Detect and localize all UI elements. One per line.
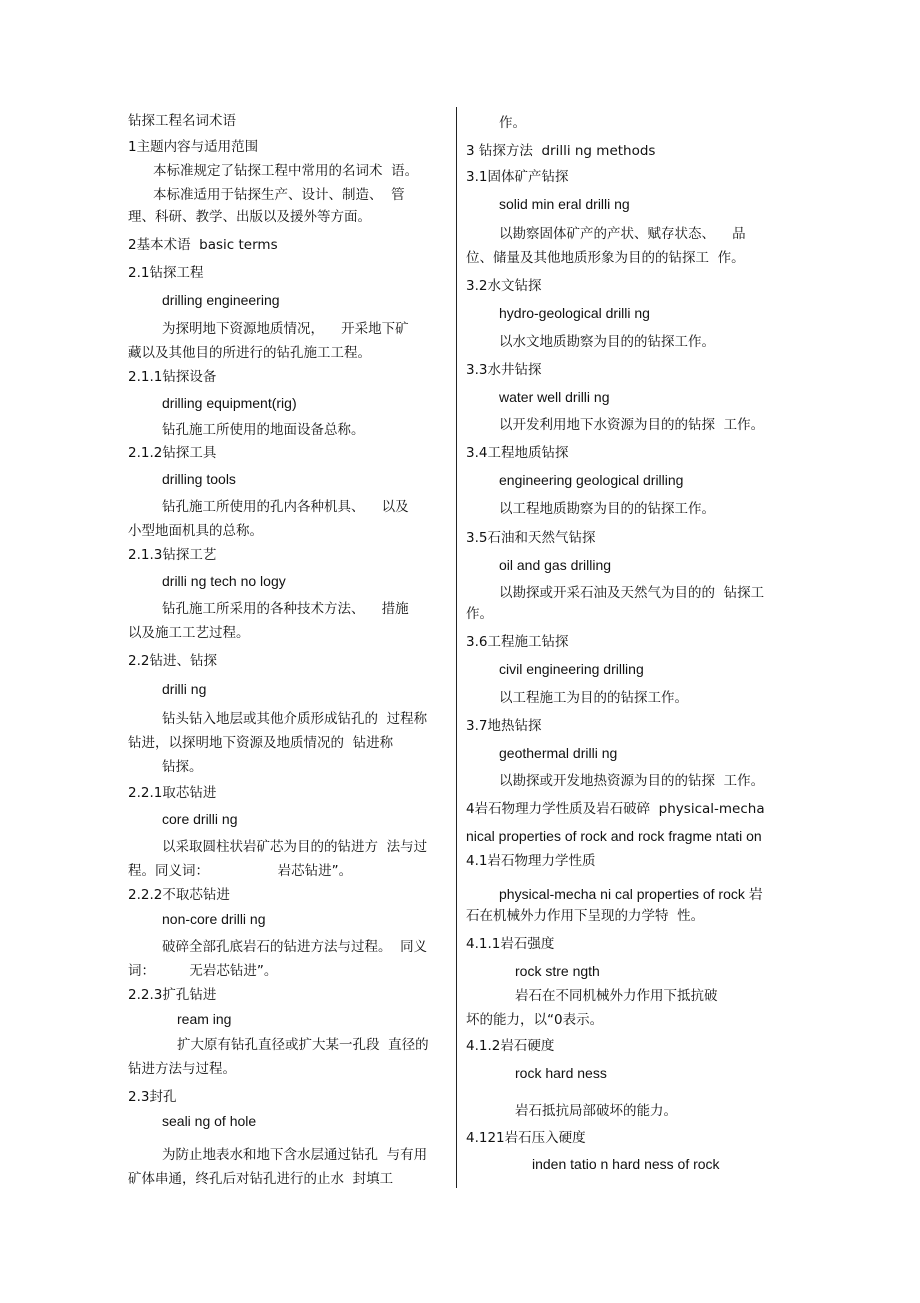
body-text: 以勘察固体矿产的产状、赋存状态、 品 xyxy=(499,226,746,242)
english-term: drilli ng tech no logy xyxy=(162,573,286,589)
english-term: civil engineering drilling xyxy=(499,661,644,677)
english-term: seali ng of hole xyxy=(162,1113,257,1129)
body-text: 程。同义词： 岩芯钻进”。 xyxy=(128,863,353,879)
body-text: 以勘探或开采石油及天然气为目的的 钻探工 xyxy=(499,585,765,601)
body-text: 钻进方法与过程。 xyxy=(128,1061,236,1077)
english-term: core drilli ng xyxy=(162,811,238,827)
english-term: physical-mecha ni cal properties of rock 岩 xyxy=(499,886,763,902)
english-term: drilling equipment(rig) xyxy=(162,395,297,411)
body-text: 钻孔施工所使用的孔内各种机具、 以及 xyxy=(162,499,409,515)
section-heading: 3.5石油和天然气钻探 xyxy=(466,530,596,546)
section-heading: 4.1岩石物理力学性质 xyxy=(466,853,596,869)
body-text: 矿体串通，终孔后对钻孔进行的止水 封填工 xyxy=(128,1171,394,1187)
section-heading: 2.2钻进、钻探 xyxy=(128,653,217,669)
body-text: 词： 无岩芯钻进”。 xyxy=(128,963,278,979)
section-heading: 3 钻探方法 drilli ng methods xyxy=(466,143,656,159)
body-text: 理、科研、教学、出版以及援外等方面。 xyxy=(128,209,371,225)
english-term: drilli ng xyxy=(162,681,207,697)
body-text: 本标准适用于钻探生产、设计、制造、 管 xyxy=(153,187,405,203)
section-heading: 4.1.2岩石硬度 xyxy=(466,1038,555,1054)
body-text: 钻头钻入地层或其他介质形成钻孔的 过程称 xyxy=(162,711,428,727)
body-text: 小型地面机具的总称。 xyxy=(128,523,263,539)
section-heading: 3.3水井钻探 xyxy=(466,362,542,378)
section-heading: 2.1钻探工程 xyxy=(128,265,204,281)
section-heading: 2.1.1钻探设备 xyxy=(128,369,217,385)
body-text: 为探明地下资源地质情况， 开采地下矿 xyxy=(162,321,409,337)
section-heading: 3.4工程地质钻探 xyxy=(466,445,569,461)
section-heading: 3.7地热钻探 xyxy=(466,718,542,734)
english-term: drilling tools xyxy=(162,471,236,487)
english-term: water well drilli ng xyxy=(499,389,610,405)
body-text: 以及施工工艺过程。 xyxy=(128,625,250,641)
section-heading: 3.2水文钻探 xyxy=(466,278,542,294)
english-term: oil and gas drilling xyxy=(499,557,612,573)
section-heading: 3.6工程施工钻探 xyxy=(466,634,569,650)
english-term: non-core drilli ng xyxy=(162,911,266,927)
section-heading: 2.2.2不取芯钻进 xyxy=(128,887,230,903)
body-text: 以水文地质勘察为目的的钻探工作。 xyxy=(499,334,715,350)
body-text: 以工程地质勘察为目的的钻探工作。 xyxy=(499,501,715,517)
document-title: 钻探工程名词术语 xyxy=(128,113,236,129)
english-term: rock hard ness xyxy=(515,1065,607,1081)
section-heading: 2.2.3扩孔钻进 xyxy=(128,987,217,1003)
english-term: hydro-geological drilli ng xyxy=(499,305,650,321)
body-text: 藏以及其他目的所进行的钻孔施工工程。 xyxy=(128,345,371,361)
body-text: 钻孔施工所采用的各种技术方法、 措施 xyxy=(162,601,409,617)
section-heading: 4.1.1岩石强度 xyxy=(466,936,555,952)
body-text: 作。 xyxy=(499,115,526,131)
section-heading: 1主题内容与适用范围 xyxy=(128,139,259,155)
english-term: geothermal drilli ng xyxy=(499,745,618,761)
column-divider xyxy=(456,107,457,1188)
english-term: nical properties of rock and rock fragme ntati on xyxy=(466,828,762,844)
body-text: 扩大原有钻孔直径或扩大某一孔段 直径的 xyxy=(177,1037,429,1053)
section-heading: 2.3封孔 xyxy=(128,1089,177,1105)
body-text: 以工程施工为目的的钻探工作。 xyxy=(499,690,688,706)
section-heading: 4岩石物理力学性质及岩石破碎 physical-mecha xyxy=(466,801,765,817)
section-heading: 2.2.1取芯钻进 xyxy=(128,785,217,801)
body-text: 本标准规定了钻探工程中常用的名词术 语。 xyxy=(153,163,419,179)
body-text: 坏的能力，以“0表示。 xyxy=(466,1012,604,1028)
english-term: rock stre ngth xyxy=(515,963,600,979)
section-heading: 2.1.3钻探工艺 xyxy=(128,547,217,563)
english-term: drilling engineering xyxy=(162,292,280,308)
body-text: 位、储量及其他地质形象为目的的钻探工 作。 xyxy=(466,250,745,266)
body-text: 以勘探或开发地热资源为目的的钻探 工作。 xyxy=(499,773,765,789)
body-text: 岩石抵抗局部破坏的能力。 xyxy=(515,1103,677,1119)
english-term: inden tatio n hard ness of rock xyxy=(532,1156,720,1172)
body-text: 钻孔施工所使用的地面设备总称。 xyxy=(162,422,365,438)
english-term: solid min eral drilli ng xyxy=(499,196,630,212)
english-term: ream ing xyxy=(177,1011,232,1027)
section-heading: 2.1.2钻探工具 xyxy=(128,445,217,461)
body-text: 作。 xyxy=(466,606,493,622)
body-text: 以开发利用地下水资源为目的的钻探 工作。 xyxy=(499,417,765,433)
section-heading: 4.121岩石压入硬度 xyxy=(466,1130,586,1146)
section-heading: 3.1固体矿产钻探 xyxy=(466,169,569,185)
body-text: 破碎全部孔底岩石的钻进方法与过程。 同义 xyxy=(162,939,428,955)
body-text: 钻进，以探明地下资源及地质情况的 钻进称 xyxy=(128,735,394,751)
body-text: 以采取圆柱状岩矿芯为目的的钻进方 法与过 xyxy=(162,839,428,855)
body-text: 岩石在不同机械外力作用下抵抗破 xyxy=(515,988,718,1004)
body-text: 钻探。 xyxy=(162,759,203,775)
body-text: 石在机械外力作用下呈现的力学特 性。 xyxy=(466,908,705,924)
body-text: 为防止地表水和地下含水层通过钻孔 与有用 xyxy=(162,1147,428,1163)
english-term: engineering geological drilling xyxy=(499,472,684,488)
section-heading: 2基本术语 basic terms xyxy=(128,237,278,253)
